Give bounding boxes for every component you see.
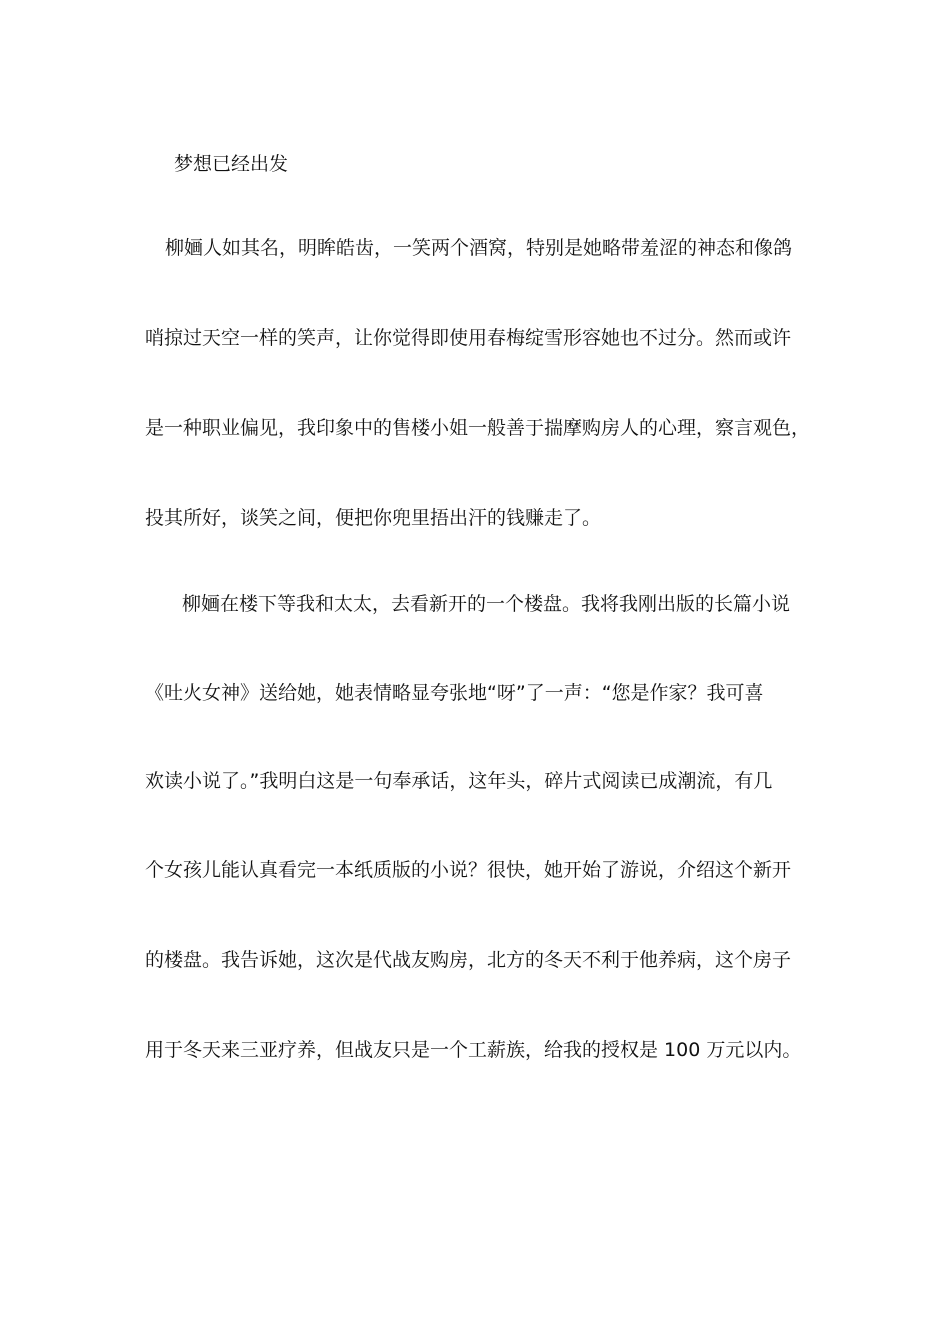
text-line-4: 投其所好，谈笑之间，便把你兜里捂出汗的钱赚走了。 [145, 507, 602, 529]
document-title: 梦想已经出发 [174, 153, 289, 175]
text-line-5: 柳婳在楼下等我和太太，去看新开的一个楼盘。我将我刚出版的长篇小说 [182, 593, 791, 615]
text-line-10: 用于冬天来三亚疗养，但战友只是一个工薪族，给我的授权是 100 万元以内。 [145, 1039, 802, 1061]
text-line-6: 《吐火女神》送给她，她表情略显夸张地“呀”了一声：“您是作家？我可喜 [145, 682, 764, 704]
text-line-7: 欢读小说了。”我明白这是一句奉承话，这年头，碎片式阅读已成潮流，有几 [145, 770, 773, 792]
text-line-1: 柳婳人如其名，明眸皓齿，一笑两个酒窝，特别是她略带羞涩的神态和像鸽 [165, 237, 793, 259]
text-line-3: 是一种职业偏见，我印象中的售楼小姐一般善于揣摩购房人的心理，察言观色， [145, 417, 811, 439]
text-line-2: 哨掠过天空一样的笑声，让你觉得即使用春梅绽雪形容她也不过分。然而或许 [145, 327, 792, 349]
text-line-9: 的楼盘。我告诉她，这次是代战友购房，北方的冬天不利于他养病，这个房子 [145, 949, 792, 971]
text-line-8: 个女孩儿能认真看完一本纸质版的小说？很快，她开始了游说，介绍这个新开 [145, 859, 792, 881]
